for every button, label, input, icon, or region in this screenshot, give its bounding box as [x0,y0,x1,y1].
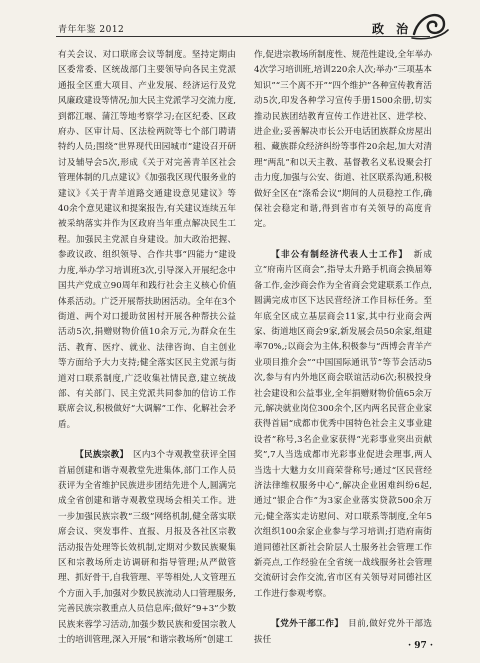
header-yearbook-title: 青年年鉴 2012 [58,25,125,35]
paragraph-gap [254,602,432,617]
section-paragraph [254,248,432,602]
section-paragraph [254,617,432,648]
header-section-title: 政 治 [372,22,413,36]
paragraph-text: 新成立“府南片区商会”,指导太升路手机商会换届筹备工作,金沙商会作为全省商会党建联系工作点,圆满完成市区下达民营经济工作目标任务。至年底全区成立基层商会11家,其中行业商会两家、街道地区商会9家,新发展会员50余家,组建率70%,;以商会为主体,积极参与“西博会青羊产业项目推介会”“中国国际通讯节”等节会活动5次,参与有内外地区商会联谊活动6次;积极投身社会建设和公益事业,全年捐赠财物价值65余万元,解决就业岗位300余个,区内两名民营企业家获得首届“成都市优秀中国特色社会主义事业建设者”称号,3名企业家获得“光彩事业突出贡献奖”,7人当选成都市光彩事业促进会理事,两人当选十大魅力女川商荣誉称号;通过“区民营经济法律维权服务中心”,解决企业困难纠纷6起,通过“银企合作”为3家企业落实贷款500余万元;健全落实走访慰问、对口联系等制度,全年5次组织100余家企业参与学习培训;打造府南街道同德社区新社会阶层人士服务社会管理工作新亮点,工作经验在全省统一战线服务社会管理交流研讨会作交流,省市区有关领导对同德社区工作进行参观考察。 [254,249,432,599]
right-text-column [254,48,432,648]
header-rule [56,36,430,37]
paragraph-text: 区内3个寺观教堂获评全国首届创建和谐寺观教堂先进集体,部门工作人员获评为全省维护民族进步团结先进个人,圆满完成全省创建和谐寺观教堂现场会相关工作。进一步加强民族宗教“三级”网络机制,健全落实联席会议、突发事件、直报、月报及各社区宗教活动报告处理等长效机制,定期对少数民族聚集区和宗教场所走访调研和指导管理;从严做管理、抓好骨干,自我管理、平等相处,人文管理五个方面入手,加强对少数民族流动人口管理服务,完善民族宗教重点人员信息库;做好“9+3”少数民族来蓉学习活动,加强少数民族和爱国宗教人士的培训管理,深入开展“和谐宗教场所”创建工 [58,450,237,646]
paragraph-gap [58,433,236,448]
body-paragraph [58,48,236,433]
paragraph-text: 目前,做好党外干部选拔任 [254,619,433,645]
paragraph-text: 有关会议、对口联席会议等制度。坚持定期由区委常委、区统战部门主要领导向各民主党派通报全区重大项目、产业发展、经济运行及党风廉政建设等情况;加大民主党派学习交流力度,到都江堰、蒲江等地考察学习;在区纪委、区政府办、区审计局、区法检两院等七个部门聘请特约人员;围绕“世界现代田园城市”建设召开研讨及辅导会5次,形成《关于对完善青羊区社会管理体制的几点建议》《加强我区现代服务业的建议》《关于青羊道路交通建设意见建议》等40余个意见建议和提案报告,有关建议连续五年被采纳落实并作为区政府当年重点解决民生工程。加强民主党派自身建设。加大政治把握、参政议政、组织领导、合作共事“四能力”建设力度,举办学习培训班3次,引导深入开展纪念中国共产党成立90周年和践行社会主义核心价值体系活动。广泛开展帮扶助困活动。全年在3个街道、两个对口援助贫困村开展各种帮扶公益活动5次,捐赠财物价值10余万元,为群众在生活、教育、医疗、就业、法律咨询、自主创业等方面给予大力支持;健全落实区民主党派与街道对口联系制度,广泛收集社情民意,建立统战部、有关部门、民主党派共同参加的信访工作联席会议,积极做好“大调解”工作、化解社会矛盾。 [58,50,236,430]
body-paragraph [254,48,432,233]
section-paragraph [58,448,236,648]
left-text-column [58,48,236,648]
section-heading: 【非公有制经济代表人士工作】 [271,249,404,260]
paragraph-text: 作,促进宗教场所制度性、规范性建设,全年举办4次学习培训班,培训220余人次;举办“三项基本知识”“三个离不开”“四个维护”各种宣传教育活动5次,印发各种学习宣传手册1500余册,切实推动民族团结教育宣传工作进社区、进学校、进企业;妥善解决市长公开电话团族群众房屋出租、藏族群众经济纠纷等事件20余起,加大对清理“两乱”和以天主教、基督教名义私设聚会打击力度,加强与公安、街道、社区联系沟通,积极做好全区在“涤希会议”期间的人员稳控工作,确保社会稳定和谐,得到省市有关领导的高度肯定。 [254,50,432,230]
section-heading: 【民族宗教】 [75,450,125,461]
section-heading: 【党外干部工作】 [271,619,340,630]
page-number: · 97 · [408,641,434,651]
paragraph-gap [254,233,432,248]
